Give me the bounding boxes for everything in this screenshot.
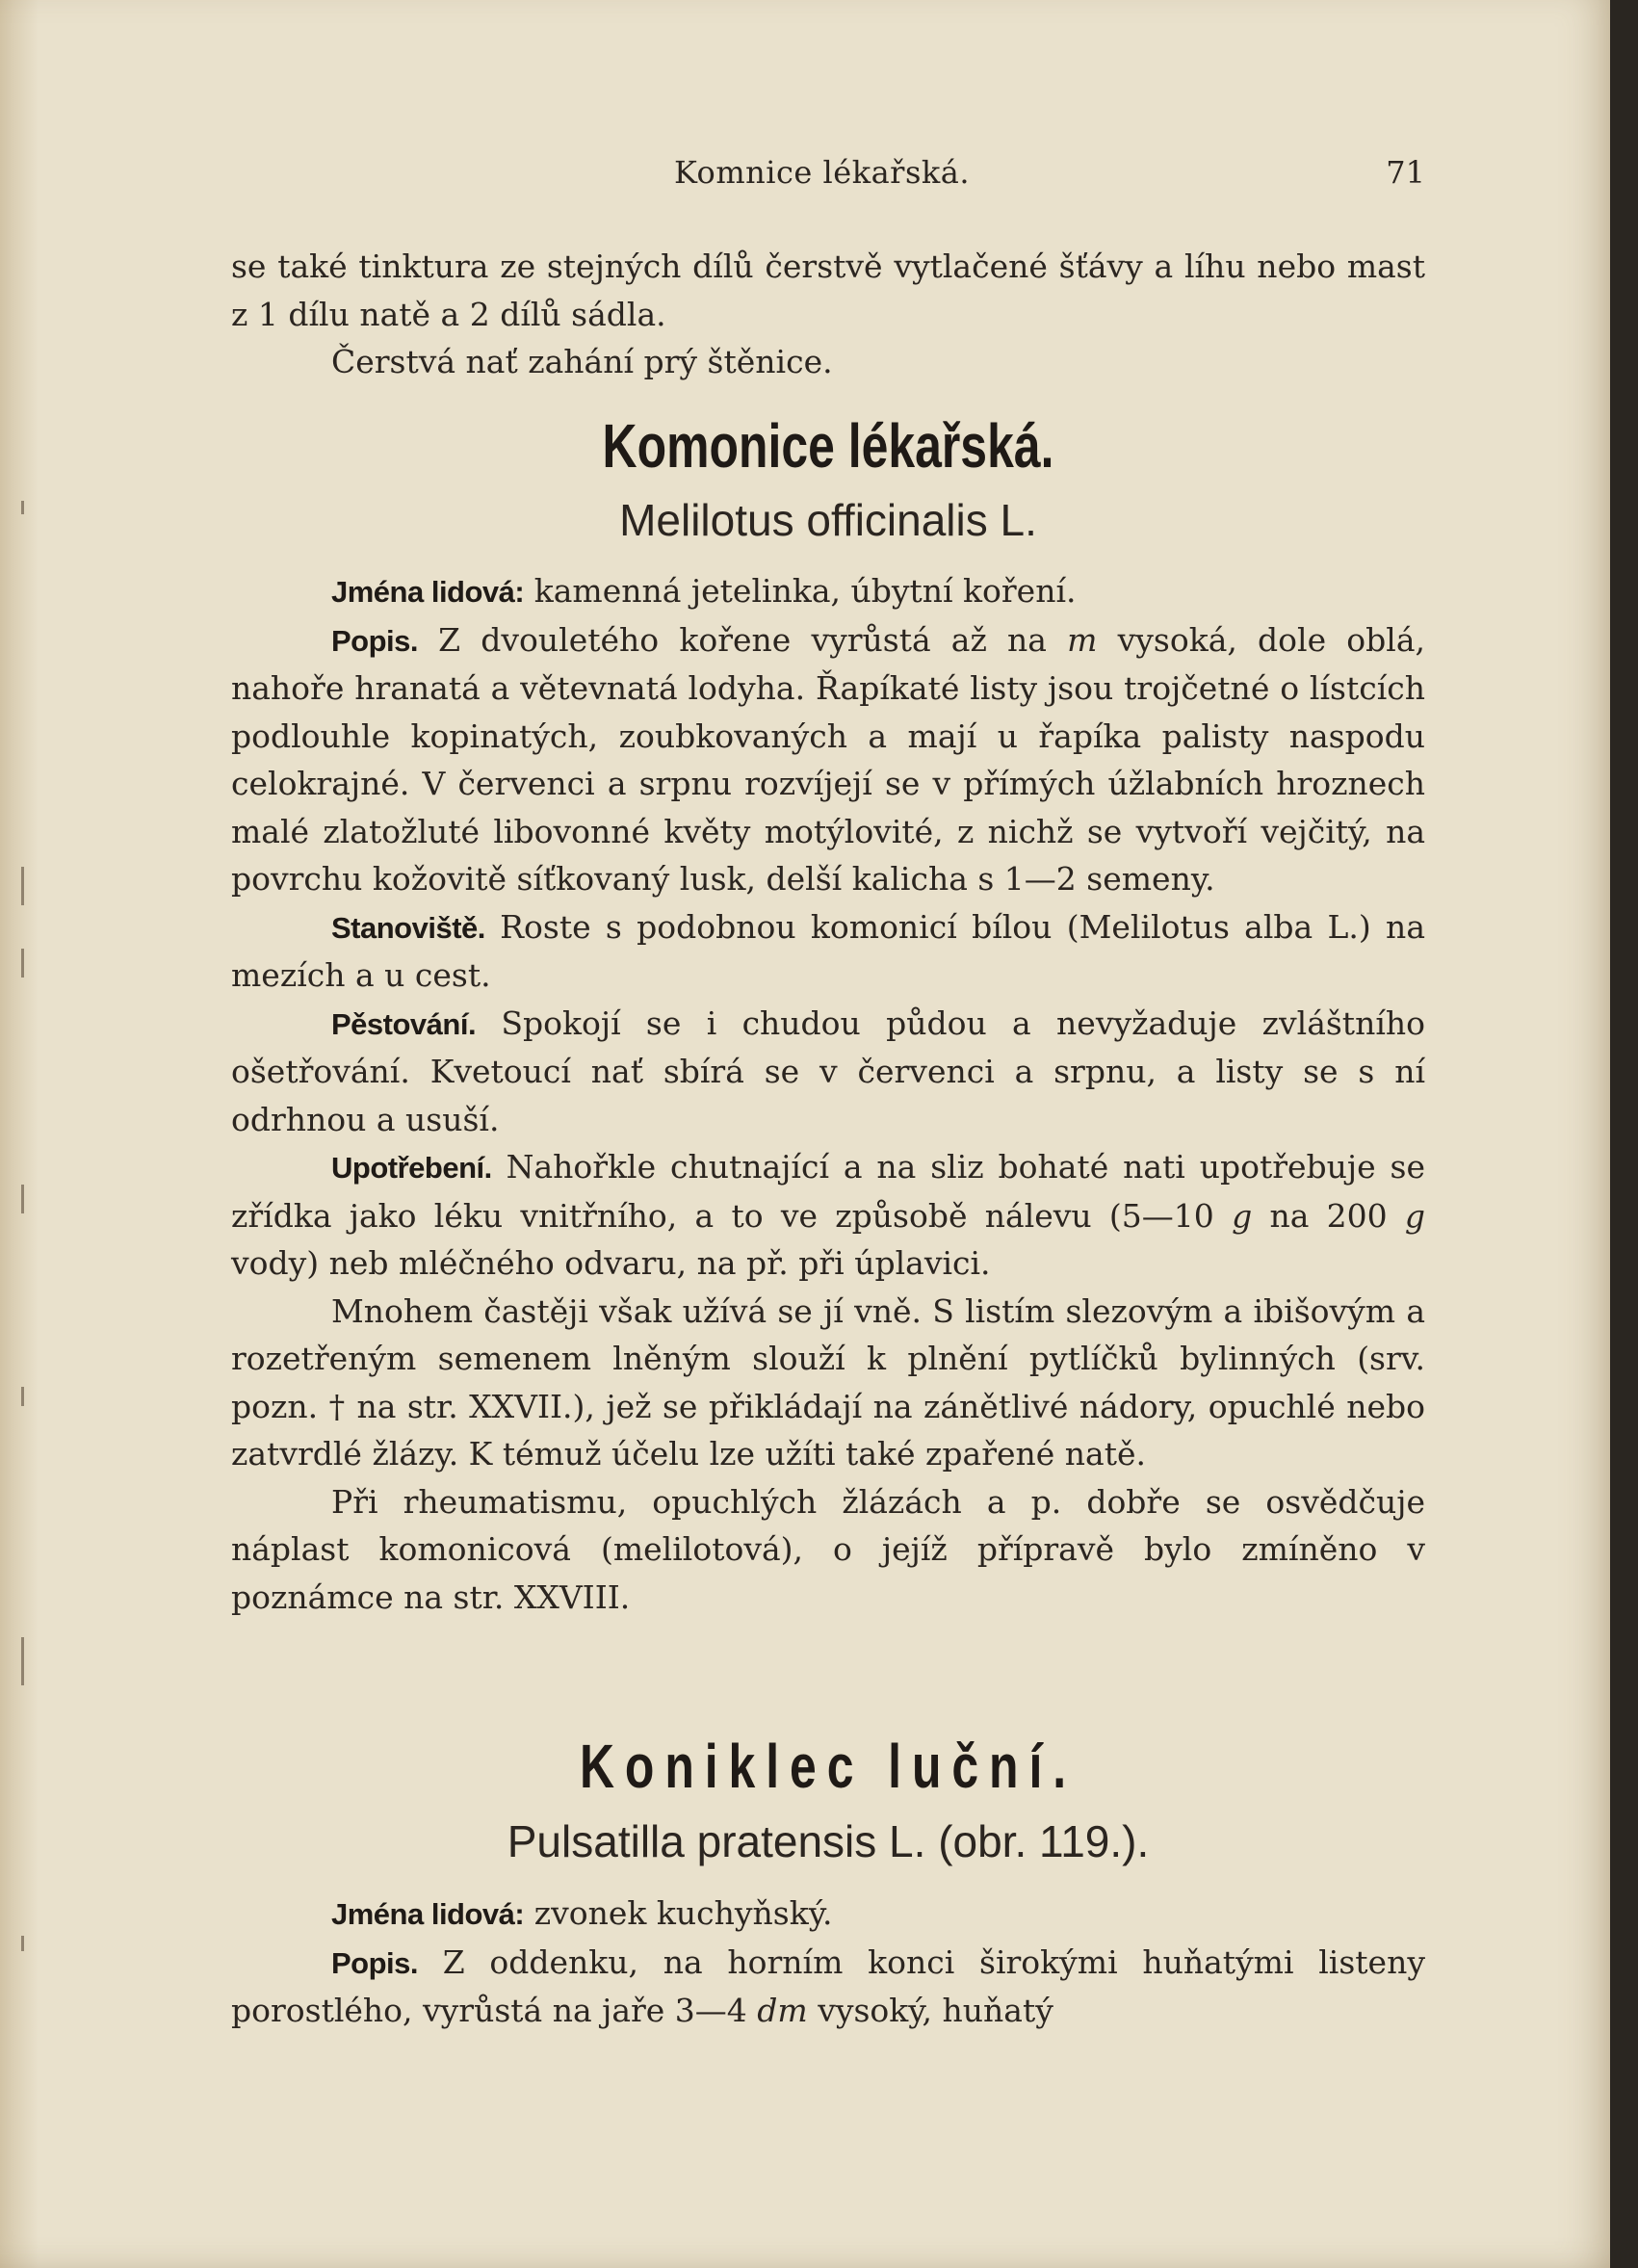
running-title: Komnice lékařská. — [674, 154, 971, 191]
section-text: vody) neb mléčného odvaru, na př. při úplavici. — [231, 1244, 991, 1282]
section-text: vysoký, huňatý — [807, 1992, 1053, 2029]
paragraph: Mnohem častěji však užívá se jí vně. S listím slezovým a ibišovým a rozetřeným semenem lněným slouží k plnění pytlíčků bylinných (srv. pozn. † na str. XXVII.), jež se přikládají na zánětlivé nádory, opuchlé nebo zatvrdlé žlázy. K témuž účelu lze užíti také zpařené natě. — [231, 1291, 1425, 1473]
section-text: Nahořkle chutnající a na sliz bohaté nati upotřebuje se zřídka jako léku vnitřního, a to ve způsobě nálevu (5—10 — [231, 1148, 1425, 1235]
edge-mark — [21, 1387, 24, 1406]
edge-mark — [21, 501, 24, 514]
unit: dm — [757, 1992, 808, 2029]
latin-name: Pulsatilla pratensis L. (obr. 119.). — [507, 1816, 1150, 1866]
habitat — [231, 903, 1425, 1000]
unit: g — [1404, 1196, 1425, 1235]
folk-names — [231, 1890, 1425, 1939]
edge-mark — [21, 949, 24, 978]
continuation-text — [231, 243, 1425, 386]
section-text: Z oddenku, na horním konci širokými huňatými listeny porostlého, vyrůstá na jaře 3—4 — [231, 1942, 1425, 2029]
paragraph: Při rheumatismu, opuchlých žlázách a p. dobře se osvědčuje náplast komonicová (melilotová), o jejíž přípravě bylo zmíněno v poznámce na str. XXVIII. — [231, 1482, 1425, 1616]
section-label: Popis. — [331, 623, 419, 658]
page-number: 71 — [1386, 154, 1425, 191]
unit: g — [1232, 1196, 1253, 1235]
section-label: Popis. — [331, 1945, 419, 1980]
entry-body — [231, 567, 1425, 1621]
unit: m — [1067, 620, 1098, 659]
section-label: Jména lidová: — [331, 1897, 525, 1931]
section-text: zvonek kuchyňský. — [524, 1894, 833, 1932]
binding-shadow — [0, 0, 39, 2268]
section-text: na 200 — [1252, 1196, 1405, 1235]
entry-title: Komonice lékařská. — [602, 411, 1054, 481]
section-label: Pěstování. — [331, 1006, 477, 1041]
edge-mark — [21, 1637, 24, 1685]
paragraph: se také tinktura ze stejných dílů čerstvě vytlačené šťávy a líhu nebo mast z 1 dílu natě a 2 dílů sádla. — [231, 248, 1425, 333]
section-text: vysoká, dole oblá, nahoře hranatá a větevnatá lodyha. Řapíkaté listy jsou trojčetné o lístcích podlouhle kopinatých, zoubkovaných a mají u řapíka palisty naspodu celokrajné. V červenci a srpnu rozvíjejí se v přímých úžlabních hroznech malé zlatožluté libovonné květy motýlovité, z nichž se vytvoří vejčitý, na povrchu kožovitě síťkovaný lusk, delší kalicha s 1—2 semeny. — [231, 620, 1425, 898]
description — [231, 616, 1425, 903]
paragraph: Čerstvá nať zahání prý štěnice. — [331, 343, 833, 380]
running-head — [231, 154, 1425, 198]
section-text: kamenná jetelinka, úbytní koření. — [524, 572, 1077, 610]
section-text: Spokojí se i chudou půdou a nevyžaduje zvláštního ošetřování. Kvetoucí nať sbírá se v červenci a srpnu, a listy se s ní odrhnou a usuší. — [231, 1004, 1425, 1138]
edge-mark — [21, 1936, 24, 1951]
edge-mark — [21, 867, 24, 905]
entry-title: Koniklec luční. — [579, 1732, 1078, 1801]
section-text: Roste s podobnou komonicí bílou (Melilotus alba L.) na mezích a u cest. — [231, 907, 1425, 994]
section-label: Jména lidová: — [331, 575, 525, 609]
folk-names — [231, 567, 1425, 616]
section-text: Z dvouletého kořene vyrůstá až na — [418, 620, 1068, 659]
edge-mark — [21, 1185, 24, 1213]
latin-name: Melilotus officinalis L. — [619, 495, 1037, 545]
section-label: Stanoviště. — [331, 910, 485, 945]
cultivation — [231, 1000, 1425, 1144]
entry-body — [231, 1890, 1425, 2035]
usage — [231, 1143, 1425, 1288]
description — [231, 1939, 1425, 2035]
section-label: Upotřebení. — [331, 1151, 492, 1185]
